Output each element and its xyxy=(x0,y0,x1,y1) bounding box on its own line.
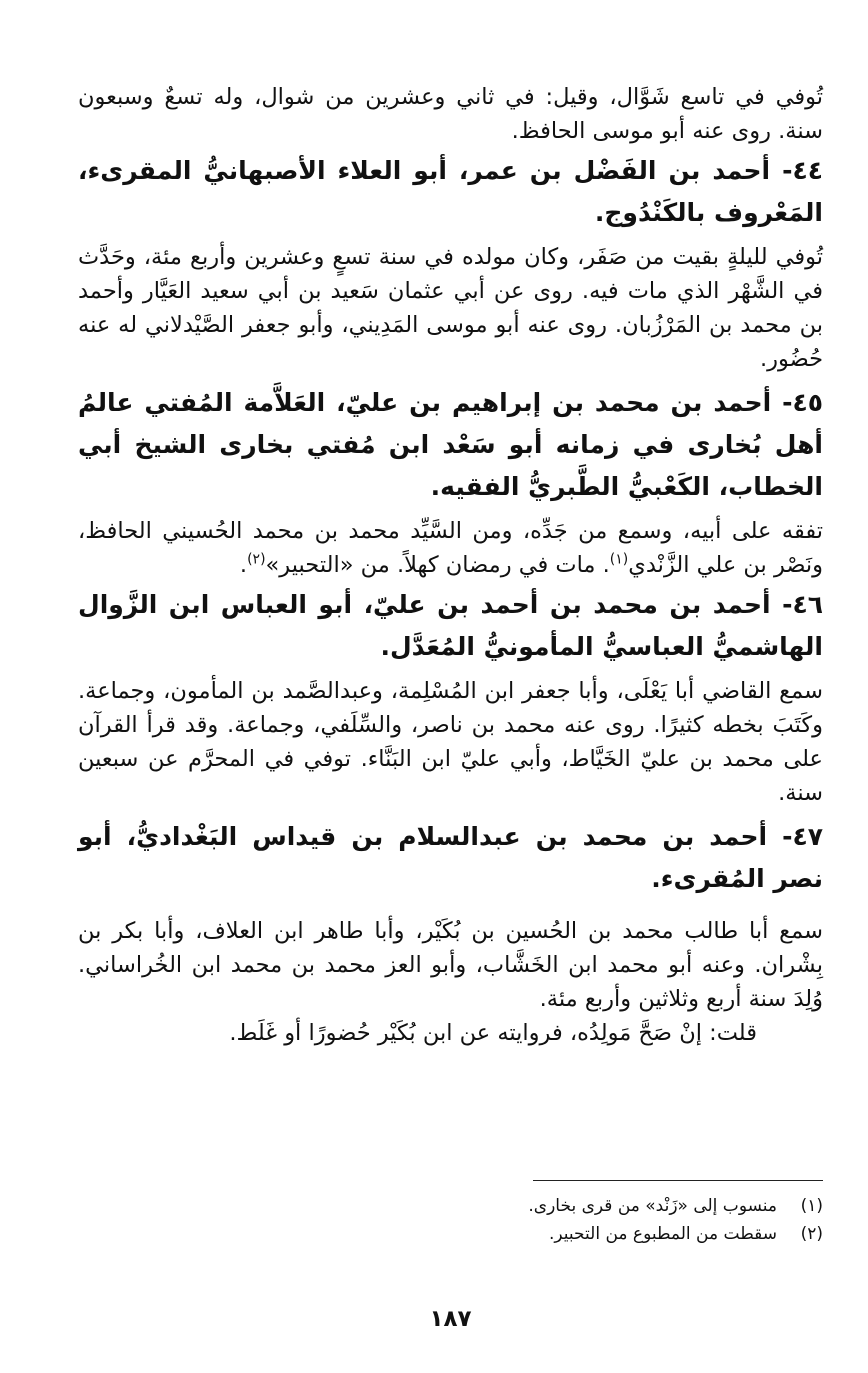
entry-43-tail-paragraph: تُوفي في تاسع شَوَّال، وقيل: في ثاني وعشرين من شوال، وله تسعٌ وسبعون سنة. روى عنه أبو موسى الحافظ. xyxy=(78,84,823,144)
entry-44-body: تُوفي لليلةٍ بقيت من صَفَر، وكان مولده في سنة تسعٍ وعشرين وأربع مئة، وحَدَّث في الشَّهْر الذي مات فيه. روى عن أبي عثمان سَعيد بن أبي سعيد العَيَّار وأحمد بن محمد بن المَرْزُبان. روى عنه أبو موسى المَدِيني، وأبو جعفر الصَّيْدلاني له عنه حُضُور. xyxy=(78,244,823,372)
footnote-ref-1: (١) xyxy=(609,551,629,568)
entry-44-heading: ٤٤- أحمد بن الفَضْل بن عمر، أبو العلاء الأصبهانيُّ المقرىء، المَعْروف بالكَنْدُوج. xyxy=(78,156,823,227)
entry-46-body: سمع القاضي أبا يَعْلَى، وأبا جعفر ابن المُسْلِمة، وعبدالصَّمد بن المأمون، وجماعة. وكَتَبَ بخطه كثيرًا. روى عنه محمد بن ناصر، والسِّلَفي، وجماعة. وقد قرأ القرآن على محمد بن عليّ الخَيَّاط، وأبي عليّ ابن البَنَّاء. توفي في المحرَّم عن سبعين سنة. xyxy=(78,678,823,806)
footnote-item xyxy=(78,1220,823,1248)
entry-47-body: سمع أبا طالب محمد بن الحُسين بن بُكَيْر، وأبا طاهر ابن العلاف، وأبا بكر بن بِشْران. وعنه أبو محمد ابن الخَشَّاب، وأبو العز محمد بن محمد ابن الخُراساني. وُلِدَ سنة أربع وثلاثين وأربع مئة. xyxy=(78,918,823,1012)
footnotes-section xyxy=(78,1192,823,1248)
entry-47-author-note: قلت: إنْ صَحَّ مَولِدُه، فروايته عن ابن بُكَيْر حُضورًا أو غَلَط. xyxy=(229,1020,757,1046)
entry-45-body-text-3: . xyxy=(239,552,248,578)
entry-45-body-text-1: تفقه على أبيه، وسمع من جَدِّه، ومن السَّيِّد محمد بن محمد الحُسيني الحافظ، ونَصْر بن علي الزَّنْدي xyxy=(78,518,823,578)
footnote-number: (٢) xyxy=(800,1224,823,1244)
footnote-item xyxy=(78,1192,823,1220)
entry-47-heading: ٤٧- أحمد بن محمد بن عبدالسلام بن قيداس البَغْداديُّ، أبو نصر المُقرىء. xyxy=(78,822,823,893)
footnote-text: سقطت من المطبوع من التحبير. xyxy=(549,1224,777,1244)
entry-45-body xyxy=(78,514,823,582)
entry-46-heading: ٤٦- أحمد بن محمد بن أحمد بن عليّ، أبو العباس ابن الزَّوال الهاشميُّ العباسيُّ المأمونيُّ المُعَدَّل. xyxy=(78,590,823,661)
footnote-text: منسوب إلى «زَنْد» من قرى بخارى. xyxy=(528,1196,777,1216)
page-number: ١٨٧ xyxy=(429,1306,472,1332)
footnote-number: (١) xyxy=(800,1196,823,1216)
footnote-ref-2: (٢) xyxy=(247,551,266,568)
entry-45-body-text-2: . مات في رمضان كهلاً. من «التحبير» xyxy=(265,552,610,578)
entry-45-heading: ٤٥- أحمد بن محمد بن إبراهيم بن عليّ، العَلاَّمة المُفتي عالمُ أهل بُخارى في زمانه أبو سَعْد ابن مُفتي بخارى الشيخ أبي الخطاب، الكَعْبيُّ الطَّبريُّ الفقيه. xyxy=(78,388,823,501)
footnote-separator xyxy=(533,1180,823,1181)
book-page xyxy=(78,80,823,1350)
